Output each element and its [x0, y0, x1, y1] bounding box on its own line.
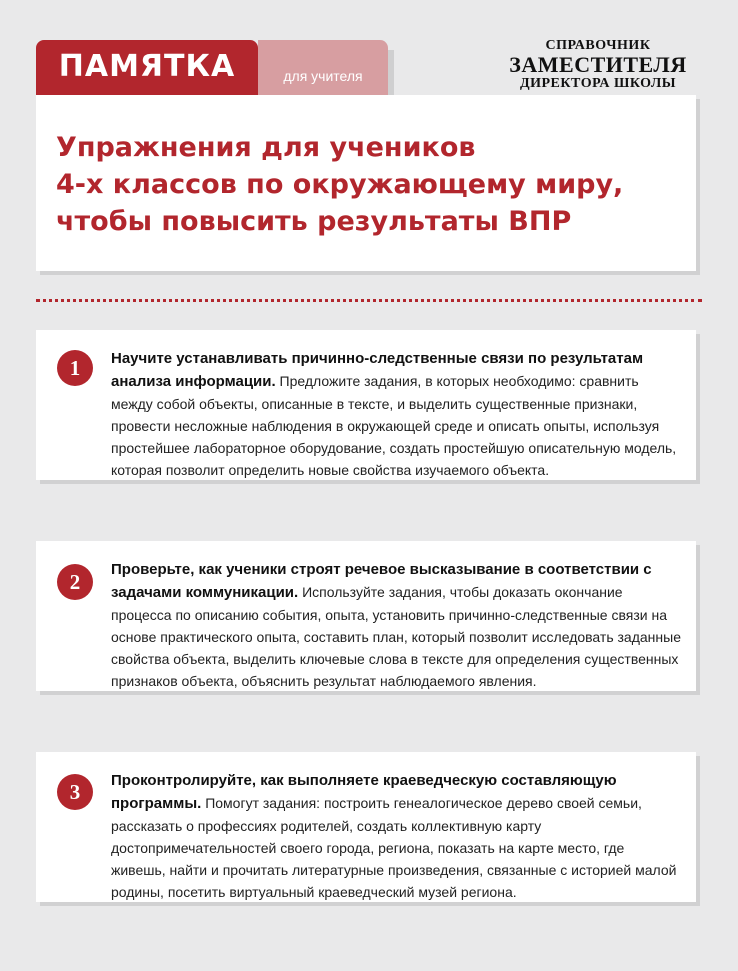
tip-lead: Научите устанавливать причинно-следственные связи по результатам анализа информации.	[111, 350, 644, 390]
tip-text	[111, 769, 681, 903]
publication-logo	[500, 38, 696, 92]
title-line-3: чтобы повысить результаты ВПР	[56, 206, 572, 237]
title-line-1: Упражнения для учеников	[56, 132, 476, 163]
title-line-2: 4-х классов по окружающему миру,	[56, 169, 624, 200]
tip-lead: Проконтролируйте, как выполняете краеведческую составляющую программы.	[111, 772, 617, 812]
memo-audience-label: для учителя	[258, 40, 388, 96]
number-badge: 2	[57, 564, 93, 600]
number-badge: 1	[57, 350, 93, 386]
tip-card-1	[36, 330, 696, 480]
tip-card-3	[36, 752, 696, 902]
tip-body: Предложите задания, в которых необходимо: сравнить между собой объекты, описанные в тексте, и выделить существенные признаки, провести несложные наблюдения в окружающей среде и описать опыты, используя простейшее лабораторное оборудование, создать простейшую описательную модель, которая позволит определить новые свойства изучаемого объекта.	[111, 373, 677, 478]
tip-lead: Проверьте, как ученики строят речевое высказывание в соответствии с задачами коммуникации.	[111, 561, 652, 601]
tip-body: Помогут задания: построить генеалогическое дерево своей семьи, рассказать о профессиях родителей, создать коллективную карту достопримечательностей своего города, региона, показать на карте место, где живешь, найти и прочитать литературные произведения, связанные с историей малой родины, посетить виртуальный краеведческий музей региона.	[111, 795, 677, 900]
dotted-divider	[36, 299, 702, 302]
logo-line-1: СПРАВОЧНИК	[545, 38, 651, 53]
tip-text	[111, 347, 681, 481]
tip-card-2	[36, 541, 696, 691]
page-title	[56, 129, 676, 240]
tip-text	[111, 558, 681, 692]
memo-badge: ПАМЯТКА	[36, 40, 258, 98]
logo-line-2: ЗАМЕСТИТЕЛЯ	[509, 52, 687, 77]
tip-body: Используйте задания, чтобы доказать окончание процесса по описанию события, опыта, установить причинно-следственные связи на основе практического опыта, составить план, который позволит исследовать заданные свойства объекта, выделить ключевые слова в тексте для определения существенных признаков объекта, объяснить результат наблюдаемого явления.	[111, 584, 681, 689]
title-card	[36, 95, 696, 271]
number-badge: 3	[57, 774, 93, 810]
logo-line-3: ДИРЕКТОРА ШКОЛЫ	[519, 76, 677, 91]
tab-shadow	[388, 50, 394, 96]
